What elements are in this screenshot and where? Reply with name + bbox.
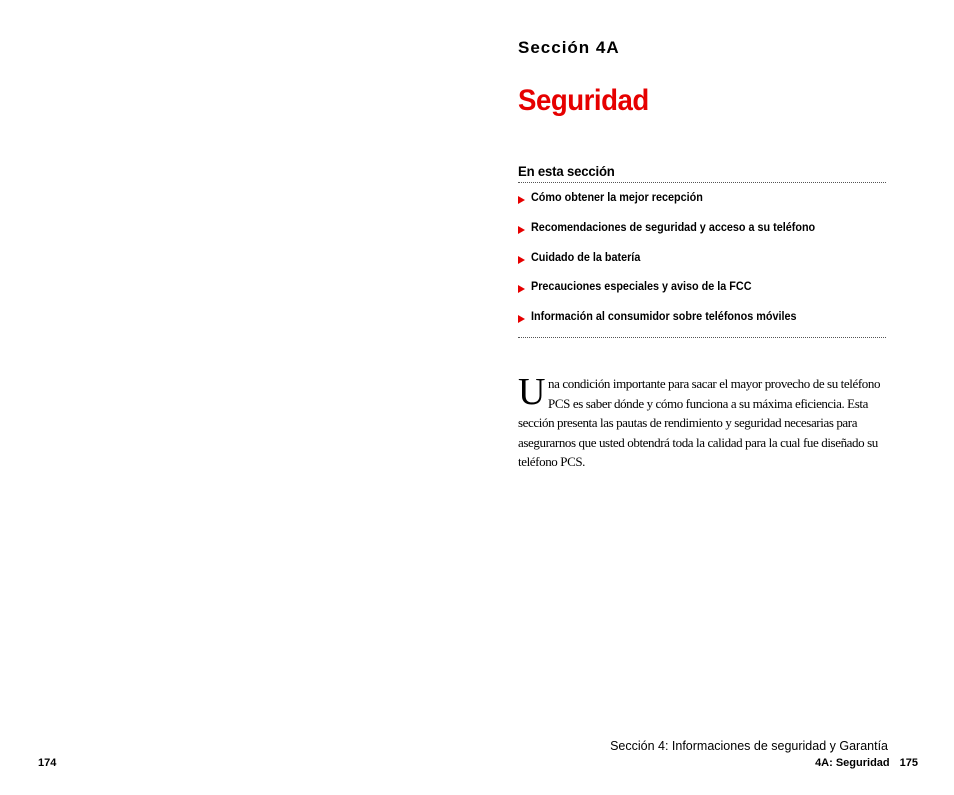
section-label: Sección 4A: [518, 38, 620, 57]
left-page-number: 174: [38, 757, 57, 769]
toc-item-label: Información al consumidor sobre teléfonos móviles: [531, 311, 797, 324]
toc-item: [518, 222, 886, 252]
toc-list: [518, 183, 886, 341]
in-section-box: [518, 163, 886, 338]
dotted-divider-bottom: [518, 337, 886, 338]
right-page-number: 175: [899, 757, 918, 769]
toc-item-label: Recomendaciones de seguridad y acceso a su teléfono: [531, 221, 816, 234]
red-triangle-bullet-icon: [518, 226, 525, 234]
toc-item: [518, 252, 886, 282]
red-triangle-bullet-icon: [518, 285, 525, 293]
red-triangle-bullet-icon: [518, 196, 525, 204]
intro-text: na condición importante para sacar el mayor provecho de su teléfono PCS es saber dónde y cómo funciona a su máxima eficiencia. Esta sección presenta las pautas de rendimiento y seguridad necesarias para asegurarnos que usted obtendrá toda la calidad para la cual fue diseñado su teléfono PCS.: [518, 376, 881, 469]
toc-item: [518, 281, 886, 311]
right-page-footer: [815, 757, 918, 769]
toc-item-label: Cuidado de la batería: [531, 251, 641, 264]
footer-chapter-title: Sección 4: Informaciones de seguridad y Garantía: [610, 739, 888, 753]
red-triangle-bullet-icon: [518, 315, 525, 323]
right-section-label: 4A: Seguridad: [815, 757, 890, 769]
intro-paragraph: [518, 371, 886, 472]
drop-cap: U: [518, 371, 546, 413]
toc-item: [518, 192, 886, 222]
in-section-heading: En esta sección: [518, 163, 615, 179]
page-title: Seguridad: [518, 84, 649, 117]
red-triangle-bullet-icon: [518, 256, 525, 264]
toc-item-label: Cómo obtener la mejor recepción: [531, 192, 703, 204]
toc-item-label: Precauciones especiales y aviso de la FCC: [531, 281, 752, 294]
